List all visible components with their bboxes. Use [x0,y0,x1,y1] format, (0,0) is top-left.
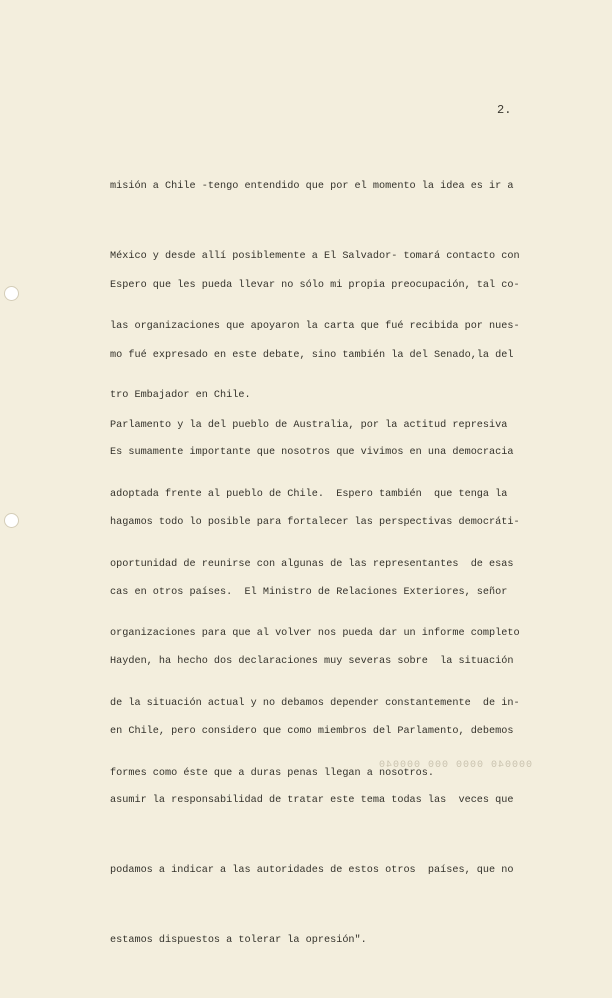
punch-hole [4,513,19,528]
page-number: 2. [497,103,512,117]
text-line: podamos a indicar a las autoridades de estos otros países, que no [110,864,514,876]
text-line: estamos dispuestos a tolerar la opresión". [110,934,367,946]
text-line: oportunidad de reunirse con algunas de las representantes de esas [110,558,514,570]
text-line: adoptada frente al pueblo de Chile. Espero también que tenga la [110,489,508,501]
text-line: México y desde allí posiblemente a El Salvador- tomará contacto con [110,251,520,262]
text-line: las organizaciones que apoyaron la carta que fué recibida por nues- [110,320,520,332]
text-line: misión a Chile -tengo entendido que por el momento la idea es ir a [110,181,514,193]
text-line: en Chile, pero considero que como miembros del Parlamento, debemos [110,725,514,737]
paragraph [110,395,520,998]
punch-hole [4,286,19,301]
text-line: Es sumamente importante que nosotros que vivimos en una democracia [110,447,514,459]
text-line: de la situación actual y no debamos depender constantemente de in- [110,697,520,709]
bleed-through-stamp: 000040 0000 000 000040 [378,760,533,771]
text-line: Parlamento y la del pueblo de Australia, por la actitud represiva [110,419,508,431]
text-line: tro Embajador en Chile. [110,390,251,402]
text-line: asumir la responsabilidad de tratar este tema todas las veces que [110,795,514,807]
text-line: hagamos todo lo posible para fortalecer las perspectivas democráti- [110,517,520,528]
text-line: mo fué expresado en este debate, sino también la del Senado,la del [110,350,514,361]
text-line: formes como éste que a duras penas llegan a nosotros. [110,767,435,779]
text-line: organizaciones para que al volver nos pueda dar un informe completo [110,628,520,640]
text-line: Hayden, ha hecho dos declaraciones muy severas sobre la situación [110,656,514,668]
text-line: Espero que les pueda llevar no sólo mi propia preocupación, tal co- [110,280,520,292]
text-line: cas en otros países. El Ministro de Relaciones Exteriores, señor [110,586,508,598]
